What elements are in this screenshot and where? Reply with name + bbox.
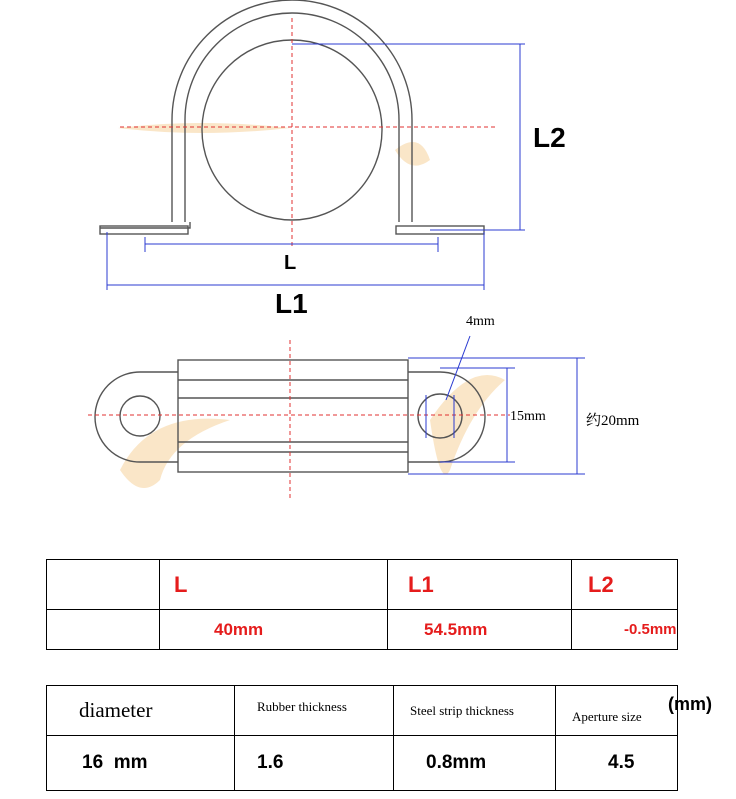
dim-label-L1: L1 — [275, 288, 308, 319]
table1-value-L2: -0.5mm — [572, 610, 678, 650]
watermark-graphic — [118, 123, 505, 488]
table1-header-L2: L2 — [572, 560, 678, 610]
top-centerlines — [120, 18, 495, 248]
dim-label-20mm: 约20mm — [586, 413, 640, 429]
table2-header-steel: Steel strip thickness — [394, 686, 556, 736]
table2-value-steel: 0.8mm — [394, 736, 556, 791]
table2-value-rubber: 1.6 — [235, 736, 394, 791]
table1-value-L: 40mm — [160, 610, 388, 650]
table2-header-diameter: diameter — [47, 686, 235, 736]
table1-corner — [47, 560, 160, 610]
table2-value-diameter: 16 mm — [47, 736, 235, 791]
table1-header-L: L — [160, 560, 388, 610]
dim-label-L: L — [284, 252, 297, 274]
top-dimensions — [107, 44, 525, 290]
table1-value-L1: 54.5mm — [388, 610, 572, 650]
dim-label-15mm: 15mm — [510, 409, 546, 424]
table2-value-aperture: 4.5 — [556, 736, 678, 791]
table1-row-label — [47, 610, 160, 650]
table2-header-rubber: Rubber thickness — [235, 686, 394, 736]
dimension-table — [46, 559, 678, 650]
dim-label-L2: L2 — [533, 122, 566, 153]
table2-unit: (mm) — [668, 694, 712, 714]
dim-label-4mm: 4mm — [466, 314, 495, 329]
spec-table — [46, 685, 712, 791]
side-dimensions — [408, 336, 585, 474]
table2-header-aperture: $_{Aperture size}$ (mm) — [556, 686, 678, 736]
table1-header-L1: L1 — [388, 560, 572, 610]
